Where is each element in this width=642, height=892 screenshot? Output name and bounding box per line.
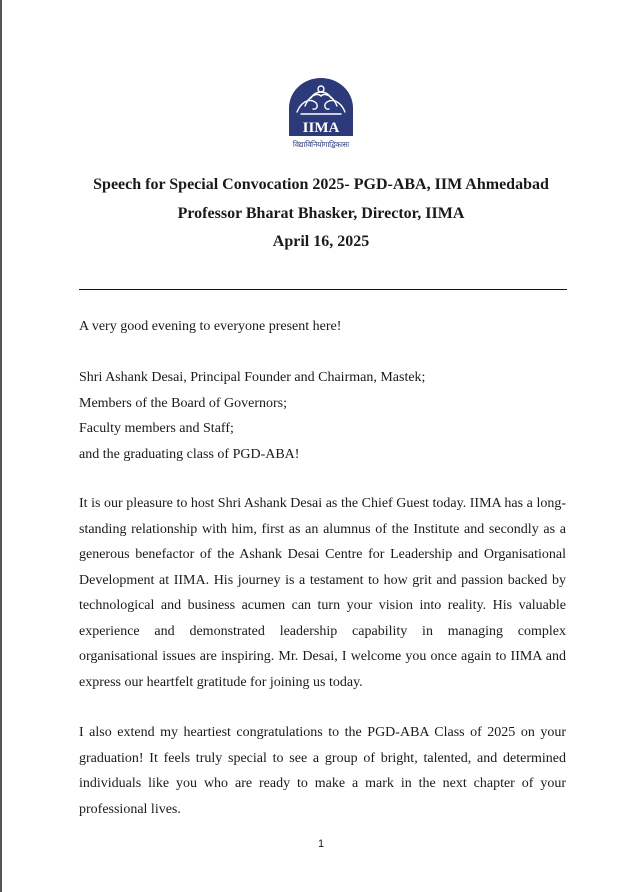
paragraph-chief-guest: It is our pleasure to host Shri Ashank Desai as the Chief Guest today. IIMA has a long-standing relationship with him, first as an alumnus of the Institute and secondly as a generous benefactor of the Ashank Desai Centre for Leadership and Organisational Development at IIMA. His journey is a testament to how grit and passion backed by technological and business acumen can turn your vision into reality. His valuable experience and demonstrated leadership capability in managing complex organisational issues are inspiring. Mr. Desai, I welcome you once again to IIMA and express our heartfelt gratitude for joining us today. — [79, 496, 566, 690]
speech-date: April 16, 2025 — [272, 233, 370, 250]
page-edge — [0, 0, 2, 892]
addressee-line: and the graduating class of PGD-ABA! — [79, 446, 300, 462]
greeting: A very good evening to everyone present here! — [79, 319, 342, 334]
speaker-line: Professor Bharat Bhasker, Director, IIMA — [177, 205, 465, 222]
addressee-list — [79, 365, 566, 467]
header-divider — [79, 289, 567, 290]
page-number: 1 — [317, 838, 325, 850]
svg-text:IIMA: IIMA — [302, 120, 340, 136]
addressee-line: Members of the Board of Governors; — [79, 395, 288, 411]
iima-emblem-icon — [287, 76, 355, 138]
iima-logo — [287, 76, 355, 152]
paragraph-congratulations: I also extend my heartiest congratulations to the PGD-ABA Class of 2025 on your graduation! It feels truly special to see a group of bright, talented, and determined individuals like you who are ready to make a mark in the next chapter of your professional lives. — [79, 725, 566, 817]
speech-title: Speech for Special Convocation 2025- PGD-ABA, IIM Ahmedabad — [93, 176, 549, 193]
addressee-line: Shri Ashank Desai, Principal Founder and Chairman, Mastek; — [79, 370, 426, 385]
addressee-line: Faculty members and Staff; — [79, 421, 234, 436]
logo-tagline: विद्याविनियोगाद्विकासः — [292, 140, 350, 149]
